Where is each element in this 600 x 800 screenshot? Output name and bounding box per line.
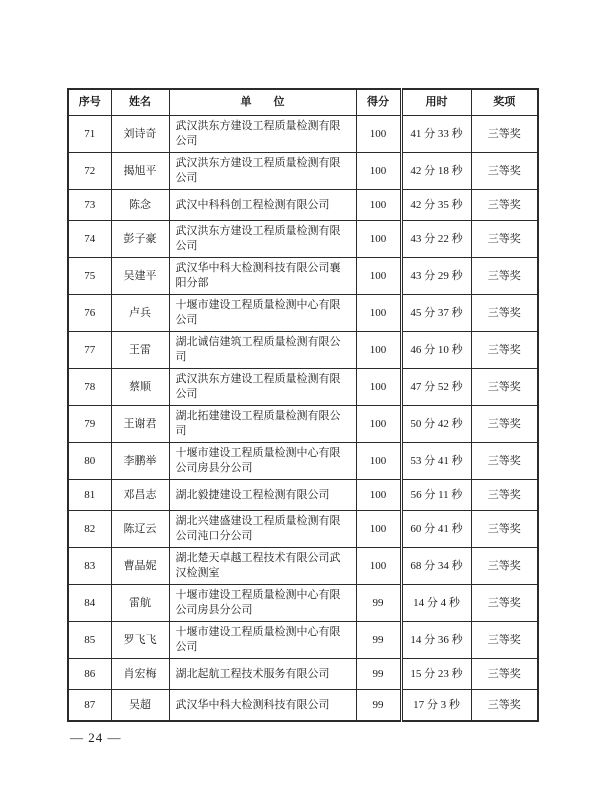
cell-unit: 湖北拓建建设工程质量检测有限公司	[169, 406, 356, 443]
cell-score: 100	[356, 258, 401, 295]
table-row	[68, 369, 538, 406]
table-row	[68, 295, 538, 332]
cell-unit: 武汉华中科大检测科技有限公司襄阳分部	[169, 258, 356, 295]
cell-name: 彭子豪	[111, 221, 169, 258]
cell-award: 三等奖	[471, 511, 538, 548]
cell-name: 曹晶妮	[111, 548, 169, 585]
cell-score: 99	[356, 585, 401, 622]
cell-index: 81	[68, 480, 111, 511]
cell-award: 三等奖	[471, 443, 538, 480]
cell-index: 86	[68, 659, 111, 690]
cell-time: 42 分 35 秒	[401, 190, 471, 221]
cell-time: 42 分 18 秒	[401, 153, 471, 190]
col-header-unit: 单 位	[169, 89, 356, 116]
cell-unit: 湖北兴建盛建设工程质量检测有限公司沌口分公司	[169, 511, 356, 548]
cell-unit: 武汉洪东方建设工程质量检测有限公司	[169, 369, 356, 406]
cell-time: 14 分 4 秒	[401, 585, 471, 622]
cell-time: 46 分 10 秒	[401, 332, 471, 369]
col-header-name: 姓名	[111, 89, 169, 116]
cell-time: 14 分 36 秒	[401, 622, 471, 659]
cell-name: 蔡顺	[111, 369, 169, 406]
cell-unit: 湖北起航工程技术服务有限公司	[169, 659, 356, 690]
cell-name: 罗飞飞	[111, 622, 169, 659]
table-row	[68, 443, 538, 480]
cell-index: 83	[68, 548, 111, 585]
cell-index: 72	[68, 153, 111, 190]
table-header-row	[68, 89, 538, 116]
cell-name: 李鹏举	[111, 443, 169, 480]
cell-unit: 十堰市建设工程质量检测中心有限公司房县分公司	[169, 443, 356, 480]
cell-index: 79	[68, 406, 111, 443]
page-number: — 24 —	[70, 730, 122, 745]
cell-score: 100	[356, 548, 401, 585]
cell-name: 王谢君	[111, 406, 169, 443]
cell-score: 100	[356, 406, 401, 443]
cell-award: 三等奖	[471, 548, 538, 585]
cell-award: 三等奖	[471, 221, 538, 258]
table-row	[68, 511, 538, 548]
table-row	[68, 116, 538, 153]
cell-index: 78	[68, 369, 111, 406]
cell-index: 84	[68, 585, 111, 622]
cell-time: 56 分 11 秒	[401, 480, 471, 511]
cell-name: 吴超	[111, 690, 169, 722]
cell-unit: 武汉洪东方建设工程质量检测有限公司	[169, 221, 356, 258]
cell-name: 邓昌志	[111, 480, 169, 511]
cell-index: 76	[68, 295, 111, 332]
cell-name: 揭旭平	[111, 153, 169, 190]
award-results-table	[67, 88, 539, 722]
table-row	[68, 585, 538, 622]
cell-unit: 武汉华中科大检测科技有限公司	[169, 690, 356, 722]
table-row	[68, 480, 538, 511]
cell-unit: 湖北毅捷建设工程检测有限公司	[169, 480, 356, 511]
cell-score: 100	[356, 116, 401, 153]
cell-unit: 十堰市建设工程质量检测中心有限公司房县分公司	[169, 585, 356, 622]
table-row	[68, 406, 538, 443]
cell-award: 三等奖	[471, 480, 538, 511]
col-header-time: 用时	[401, 89, 471, 116]
col-header-award: 奖项	[471, 89, 538, 116]
cell-score: 100	[356, 511, 401, 548]
cell-name: 刘诗奇	[111, 116, 169, 153]
cell-index: 77	[68, 332, 111, 369]
cell-award: 三等奖	[471, 659, 538, 690]
cell-time: 50 分 42 秒	[401, 406, 471, 443]
cell-award: 三等奖	[471, 332, 538, 369]
table-row	[68, 190, 538, 221]
cell-score: 100	[356, 153, 401, 190]
cell-index: 75	[68, 258, 111, 295]
cell-award: 三等奖	[471, 690, 538, 722]
cell-index: 73	[68, 190, 111, 221]
col-header-index: 序号	[68, 89, 111, 116]
cell-name: 陈辽云	[111, 511, 169, 548]
cell-unit: 十堰市建设工程质量检测中心有限公司	[169, 622, 356, 659]
table-row	[68, 690, 538, 722]
cell-time: 15 分 23 秒	[401, 659, 471, 690]
cell-score: 100	[356, 443, 401, 480]
cell-score: 99	[356, 622, 401, 659]
cell-time: 43 分 22 秒	[401, 221, 471, 258]
cell-time: 45 分 37 秒	[401, 295, 471, 332]
cell-score: 100	[356, 480, 401, 511]
cell-score: 100	[356, 295, 401, 332]
cell-unit: 武汉洪东方建设工程质量检测有限公司	[169, 116, 356, 153]
cell-unit: 湖北楚天卓越工程技术有限公司武汉检测室	[169, 548, 356, 585]
cell-index: 80	[68, 443, 111, 480]
cell-score: 100	[356, 369, 401, 406]
cell-time: 68 分 34 秒	[401, 548, 471, 585]
cell-award: 三等奖	[471, 585, 538, 622]
cell-unit: 十堰市建设工程质量检测中心有限公司	[169, 295, 356, 332]
cell-score: 100	[356, 332, 401, 369]
cell-award: 三等奖	[471, 369, 538, 406]
cell-award: 三等奖	[471, 406, 538, 443]
cell-award: 三等奖	[471, 295, 538, 332]
cell-time: 53 分 41 秒	[401, 443, 471, 480]
cell-time: 41 分 33 秒	[401, 116, 471, 153]
col-header-score: 得分	[356, 89, 401, 116]
cell-index: 74	[68, 221, 111, 258]
table-row	[68, 258, 538, 295]
cell-index: 85	[68, 622, 111, 659]
cell-name: 吴建平	[111, 258, 169, 295]
cell-time: 43 分 29 秒	[401, 258, 471, 295]
table-row	[68, 221, 538, 258]
cell-name: 肖宏梅	[111, 659, 169, 690]
cell-unit: 湖北诚信建筑工程质量检测有限公司	[169, 332, 356, 369]
cell-index: 87	[68, 690, 111, 722]
cell-score: 99	[356, 690, 401, 722]
table-row	[68, 622, 538, 659]
cell-name: 王雷	[111, 332, 169, 369]
cell-index: 71	[68, 116, 111, 153]
cell-score: 100	[356, 190, 401, 221]
table-row	[68, 659, 538, 690]
cell-time: 47 分 52 秒	[401, 369, 471, 406]
cell-award: 三等奖	[471, 116, 538, 153]
cell-unit: 武汉中科科创工程检测有限公司	[169, 190, 356, 221]
table-row	[68, 153, 538, 190]
cell-score: 99	[356, 659, 401, 690]
cell-unit: 武汉洪东方建设工程质量检测有限公司	[169, 153, 356, 190]
cell-name: 卢兵	[111, 295, 169, 332]
table-row	[68, 548, 538, 585]
table-row	[68, 332, 538, 369]
cell-award: 三等奖	[471, 190, 538, 221]
cell-time: 60 分 41 秒	[401, 511, 471, 548]
cell-score: 100	[356, 221, 401, 258]
cell-award: 三等奖	[471, 153, 538, 190]
cell-name: 陈念	[111, 190, 169, 221]
cell-award: 三等奖	[471, 258, 538, 295]
cell-time: 17 分 3 秒	[401, 690, 471, 722]
cell-award: 三等奖	[471, 622, 538, 659]
cell-index: 82	[68, 511, 111, 548]
cell-name: 雷航	[111, 585, 169, 622]
